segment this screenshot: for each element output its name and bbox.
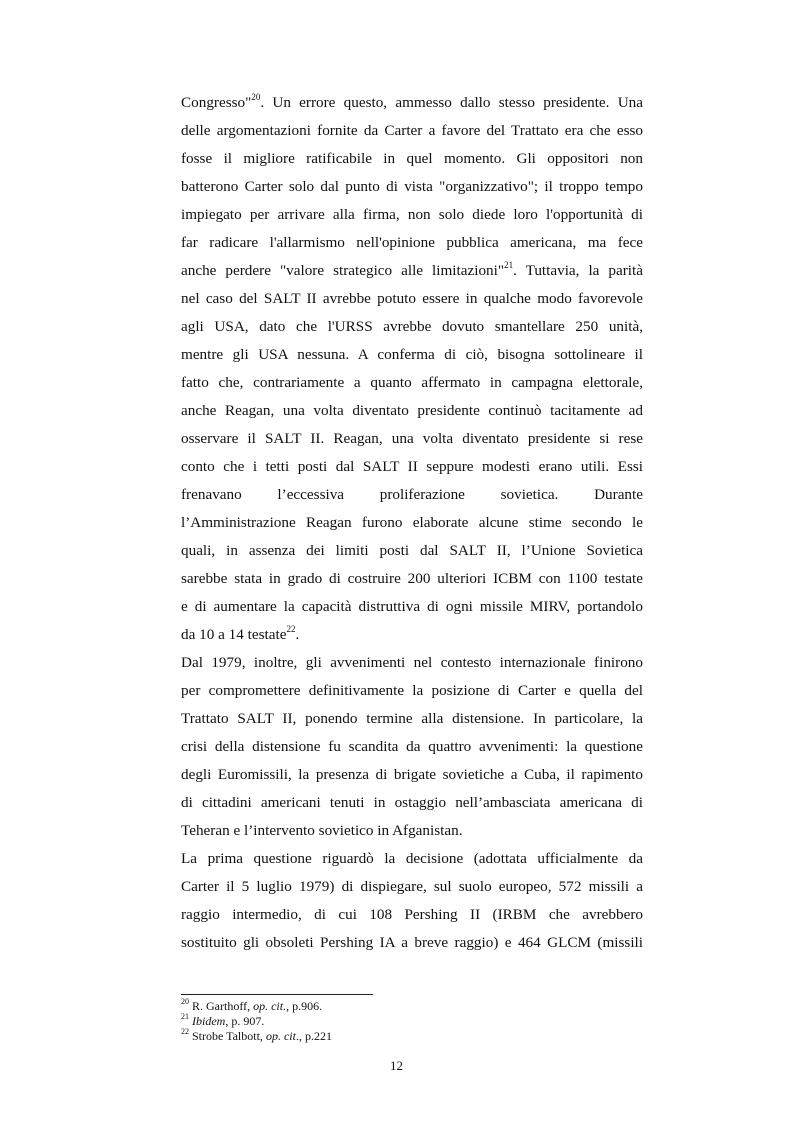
- text-run: conto che i tetti posti dal SALT II seppure modesti erano utili. Essi: [181, 458, 643, 475]
- text-run: sostituito gli obsoleti Pershing IA a breve raggio) e 464 GLCM (missili: [181, 934, 643, 951]
- text-run: e di aumentare la capacità distruttiva di ogni missile MIRV, portandolo: [181, 598, 643, 615]
- text-run: degli Euromissili, la presenza di brigate sovietiche a Cuba, il rapimento: [181, 766, 643, 783]
- text-run: osservare il SALT II. Reagan, una volta diventato presidente si rese: [181, 430, 643, 447]
- text-run: anche Reagan, una volta diventato presidente continuò tacitamente ad: [181, 402, 643, 419]
- text-run: batterono Carter solo dal punto di vista "organizzativo"; il troppo tempo: [181, 178, 643, 195]
- text-line: [181, 257, 643, 285]
- text-run: Teheran e l’intervento sovietico in Afganistan.: [181, 822, 463, 839]
- footnote-ref: 21: [504, 259, 514, 270]
- text-line: [181, 341, 643, 369]
- text-line: [181, 733, 643, 761]
- footnote-text: Strobe Talbott,: [189, 1029, 266, 1043]
- text-run: raggio intermedio, di cui 108 Pershing II (IRBM che avrebbero: [181, 906, 643, 923]
- footnote: [181, 996, 641, 1014]
- text-line: [181, 621, 643, 649]
- text-line: [181, 901, 643, 929]
- footnote-number: 20: [181, 996, 189, 1006]
- text-line: [181, 593, 643, 621]
- text-line: [181, 425, 643, 453]
- footnote-italic: op. cit.: [253, 999, 287, 1013]
- text-run: Carter il 5 luglio 1979) di dispiegare, sul suolo europeo, 572 missili a: [181, 878, 643, 895]
- text-run: La prima questione riguardò la decisione (adottata ufficialmente da: [181, 850, 643, 867]
- text-run: da 10 a 14 testate: [181, 626, 287, 643]
- text-line: [181, 845, 643, 873]
- text-line: [181, 313, 643, 341]
- text-line: [181, 229, 643, 257]
- text-run: .: [295, 626, 300, 643]
- text-line: [181, 145, 643, 173]
- page-number: 12: [390, 1058, 403, 1073]
- footnotes: [181, 996, 641, 1044]
- footnote: [181, 1011, 641, 1029]
- text-run: Dal 1979, inoltre, gli avvenimenti nel contesto internazionale finirono: [181, 654, 643, 671]
- text-run: di cittadini americani tenuti in ostaggio nell’ambasciata americana di: [181, 794, 643, 811]
- text-run: . Un errore questo, ammesso dallo stesso presidente. Una: [260, 94, 643, 111]
- text-line: [181, 677, 643, 705]
- text-line: [181, 537, 643, 565]
- footnote-text: , p. 907.: [225, 1014, 265, 1028]
- text-line: [181, 873, 643, 901]
- text-run: nel caso del SALT II avrebbe potuto essere in qualche modo favorevole: [181, 290, 643, 307]
- text-line: [181, 117, 643, 145]
- text-line: [181, 173, 643, 201]
- footnote-italic: Ibidem: [192, 1014, 226, 1028]
- text-run: fosse il migliore ratificabile in quel momento. Gli oppositori non: [181, 150, 643, 167]
- footnote-text: ., p.221: [295, 1029, 332, 1043]
- text-line: [181, 285, 643, 313]
- text-line: [181, 89, 643, 117]
- footnote-number: 21: [181, 1011, 189, 1021]
- text-run: fatto che, contrariamente a quanto affermato in campagna elettorale,: [181, 374, 643, 391]
- footnote-italic: op. cit: [265, 1029, 296, 1043]
- text-line: [181, 649, 643, 677]
- text-line: [181, 705, 643, 733]
- text-line: [181, 761, 643, 789]
- text-line: [181, 369, 643, 397]
- text-run: per compromettere definitivamente la posizione di Carter e quella del: [181, 682, 643, 699]
- footnote: [181, 1026, 641, 1044]
- text-run: Trattato SALT II, ponendo termine alla distensione. In particolare, la: [181, 710, 643, 727]
- text-run: crisi della distensione fu scandita da quattro avvenimenti: la questione: [181, 738, 643, 755]
- text-line: [181, 453, 643, 481]
- text-line: [181, 201, 643, 229]
- text-run: l’Amministrazione Reagan furono elaborate alcune stime secondo le: [181, 514, 643, 531]
- text-line: [181, 481, 643, 509]
- text-line: [181, 929, 643, 957]
- footnote-number: 22: [181, 1026, 189, 1036]
- text-run: delle argomentazioni fornite da Carter a favore del Trattato era che esso: [181, 122, 643, 139]
- text-run: Congresso": [181, 94, 252, 111]
- text-run: anche perdere "valore strategico alle limitazioni": [181, 262, 505, 279]
- text-run: quali, in assenza dei limiti posti dal SALT II, l’Unione Sovietica: [181, 542, 643, 559]
- text-line: [181, 397, 643, 425]
- footnote-text: R. Garthoff,: [189, 999, 254, 1013]
- text-run: . Tuttavia, la parità: [513, 262, 643, 279]
- text-line: [181, 817, 643, 845]
- body-text: [181, 89, 643, 957]
- footnote-text: , p.906.: [286, 999, 323, 1013]
- text-run: far radicare l'allarmismo nell'opinione pubblica americana, ma fece: [181, 234, 643, 251]
- text-run: impiegato per arrivare alla firma, non solo diede loro l'opportunità di: [181, 206, 643, 223]
- text-line: [181, 565, 643, 593]
- text-run: agli USA, dato che l'URSS avrebbe dovuto smantellare 250 unità,: [181, 318, 643, 335]
- footnote-separator: [181, 994, 373, 995]
- text-line: [181, 789, 643, 817]
- text-run: frenavano l’eccessiva proliferazione sovietica. Durante: [181, 486, 643, 503]
- text-line: [181, 509, 643, 537]
- text-run: mentre gli USA nessuna. A conferma di ciò, bisogna sottolineare il: [181, 346, 643, 363]
- text-run: sarebbe stata in grado di costruire 200 ulteriori ICBM con 1100 testate: [181, 570, 643, 587]
- footnote-ref: 20: [251, 91, 261, 102]
- footnote-ref: 22: [286, 623, 296, 634]
